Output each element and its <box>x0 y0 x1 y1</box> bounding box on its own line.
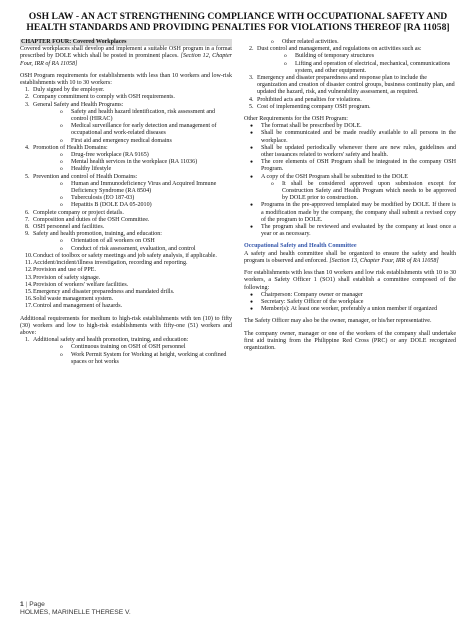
item-text: Company commitment to comply with OSH requirements. <box>33 94 175 101</box>
sub-item: o Safety and health hazard identification, risk assessment and control (HIRAC) <box>60 109 232 123</box>
item-text: Accident/incident/illness investigation, recording and reporting. <box>33 260 188 267</box>
item-text: Control and management of hazards. <box>33 303 123 310</box>
sub-list <box>33 181 232 210</box>
item-number: 10. <box>25 252 33 259</box>
bullet-item <box>244 202 456 224</box>
item-number: 3. <box>249 75 254 82</box>
sub-item: o Conduct of risk assessment, evaluation, and control <box>60 246 232 253</box>
list-item <box>20 217 232 224</box>
sub-list <box>33 344 232 366</box>
other-requirements-heading: Other Requirements for the OSH Program: <box>244 116 348 123</box>
item-number: 16. <box>25 296 33 303</box>
requirements-intro: OSH Program requirements for establishments with less than 10 workers and low-risk establishments with 10 to 30 workers: <box>20 72 232 87</box>
item-text: Promotion of Health Domains: <box>33 144 108 151</box>
item-number: 17. <box>25 303 33 310</box>
item-number: 7. <box>25 216 30 223</box>
bullet-text: Shall be communicated and be made readily available to all persons in the workplace. <box>261 130 456 144</box>
bullet-text: Shall be updated periodically whenever there are new rules, guidelines and other issuances related to workers' safety and health. <box>261 144 456 159</box>
item-text: Additional safety and health promotion, training, and education: <box>33 337 189 344</box>
list-item <box>244 75 456 97</box>
list-item <box>20 174 232 210</box>
committee-members-list <box>244 292 456 314</box>
list-item <box>20 87 232 94</box>
item-number: 2. <box>249 46 254 53</box>
item-text: Emergency and disaster preparedness and mandated drills. <box>33 288 175 295</box>
item-text: Prohibited acts and penalties for violations. <box>257 96 362 103</box>
sub-list <box>33 238 232 252</box>
sub-item: o Medical surveillance for early detection and management of occupational and work-related diseases <box>60 123 232 137</box>
item-text: Safety and health promotion, training, and education: <box>33 231 162 238</box>
sub-item: o Healthy lifestyle <box>60 166 232 173</box>
item-number: 2. <box>25 94 30 101</box>
bullet-item <box>244 123 456 130</box>
list-item <box>20 267 232 274</box>
item-number: 12. <box>25 267 33 274</box>
left-column <box>20 39 232 366</box>
committee-paragraph <box>244 251 456 265</box>
list-item <box>244 104 456 111</box>
committee-text: A safety and health committee shall be organized to ensure the safety and health program is observed and enforced. <box>244 250 456 264</box>
bullet-text: Secretary: Safety Officer of the workplace <box>261 298 364 305</box>
bullet-item <box>244 145 456 159</box>
additional-requirements-list <box>20 337 232 366</box>
item-text: Provision of workers' welfare facilities. <box>33 281 129 288</box>
sub-item: o Continuous training on OSH of OSH personnel <box>60 344 232 351</box>
list-item <box>20 253 232 260</box>
bullet-item <box>244 130 456 144</box>
page-footer: 1 | Page HOLMES, MARINELLE THERESE V. <box>20 601 131 617</box>
list-item <box>20 94 232 101</box>
item-text: Solid waste management system. <box>33 296 114 303</box>
sub-item: o Drug-free workplace (RA 9165) <box>60 152 232 159</box>
item-number: 5. <box>249 103 254 110</box>
list-item <box>244 97 456 104</box>
bullet-text: The core elements of OSH Program shall be integrated in the company OSH Program. <box>261 159 456 173</box>
sub-item: o It shall be considered approved upon submission except for Construction Safety and Health Program which needs to be approved by DOLE prior to construction. <box>271 181 456 203</box>
item-number: 8. <box>25 224 30 231</box>
item-text: Duly signed by the employer. <box>33 87 105 94</box>
list-item <box>20 231 232 253</box>
item-text: OSH personnel and facilities. <box>33 224 105 231</box>
item-text: Cost of implementing company OSH program. <box>257 103 371 110</box>
author-name: HOLMES, MARINELLE THERESE V. <box>20 609 131 617</box>
list-item <box>20 145 232 174</box>
bullet-item <box>244 224 456 238</box>
page-number: 1 <box>20 601 24 608</box>
item-number: 4. <box>25 144 30 151</box>
list-item <box>244 46 456 75</box>
continued-sub-list <box>244 39 456 46</box>
item-number: 9. <box>25 231 30 238</box>
intro-paragraph <box>20 46 232 68</box>
item-number: 1. <box>25 87 30 94</box>
list-item <box>20 303 232 310</box>
list-item <box>20 210 232 217</box>
item-number: 1. <box>25 337 30 344</box>
bullet-text: The format shall be prescribed by DOLE. <box>261 123 362 130</box>
sub-item: o First aid and emergency medical domains <box>60 138 232 145</box>
item-text: Composition and duties of the OSH Committee. <box>33 216 150 223</box>
item-text: Provision and use of PPE. <box>33 267 96 274</box>
item-number: 14. <box>25 281 33 288</box>
list-item <box>20 275 232 282</box>
bullet-item <box>244 306 456 313</box>
list-item <box>20 282 232 289</box>
sub-item: o Building of temporary structures <box>284 53 456 60</box>
committee-citation: [Section 13, Chapter Four, IRR of RA 11058] <box>329 257 439 264</box>
item-number: 11. <box>25 260 33 267</box>
intro-text: Covered workplaces shall develop and implement a suitable OSH program in a format prescribed by DOLE which shall be posted in prominent places. <box>20 46 232 60</box>
item-text: Conduct of toolbox or safety meetings and job safety analysis, if applicable. <box>33 252 217 259</box>
chapter-heading: CHAPTER FOUR: Covered Workplaces <box>20 39 232 46</box>
first-aid-paragraph: The company owner, manager or one of the workers of the company shall undertake first aid training from the Philippine Red Cross (PRC) or any DOLE recognized organization. <box>244 330 456 351</box>
requirements-list <box>20 87 232 310</box>
bullet-text: Member(s): At least one worker, preferably a union member if organized <box>261 306 438 313</box>
sub-list <box>257 53 456 75</box>
bullet-item <box>244 174 456 203</box>
title-line-1: OSH LAW - AN ACT STRENGTHENING COMPLIANCE WITH OCCUPATIONAL SAFETY AND <box>28 11 448 22</box>
bullet-text: Programs in the pre-approved templated may be modified by DOLE. If there is a modification made by the company, the company shall submit a revised copy of the program to DOLE. <box>261 202 456 223</box>
item-text: Dust control and management, and regulations on activities such as: <box>257 46 422 53</box>
right-column <box>244 39 456 366</box>
bullet-item <box>244 159 456 173</box>
item-text: Prevention and control of Health Domains: <box>33 173 138 180</box>
item-number: 3. <box>25 101 30 108</box>
program-elements-list <box>244 46 456 111</box>
list-item: o Other related activities. <box>271 39 456 46</box>
sub-item: o Lifting and operation of electrical, mechanical, communications system, and other equipment. <box>284 61 456 75</box>
item-text: Complete company or project details. <box>33 209 124 216</box>
committee-heading: Occupational Safety and Health Committee <box>244 243 357 250</box>
sub-item: o Work Permit System for Working at height, working at confined spaces or hot works <box>60 352 232 366</box>
sub-item: o Tuberculosis (EO 187-03) <box>60 195 232 202</box>
sub-item: o Hepatitis B (DOLE DA 05-2010) <box>60 202 232 209</box>
bullet-text: Chairperson: Company owner or manager <box>261 291 363 298</box>
additional-requirements: Additional requirements for medium to high-risk establishments with ten (10) to fifty (30) workers and low to high-risk establishments with fifty-one (51) workers and above: <box>20 315 232 336</box>
item-text: Emergency and disaster preparedness and response plan to include the organization and creation of disaster control groups, business continuity plan, and updated the hazard, risk, and vulnerability assessment, as required. <box>257 75 455 96</box>
page-label: Page <box>29 601 45 608</box>
bullet-text: A copy of the OSH Program shall be submitted to the DOLE <box>261 173 408 180</box>
sub-item: o Human and Immunodeficiency Virus and Acquired Immune Deficiency Syndrome (RA 8504) <box>60 181 232 195</box>
bullet-item <box>244 292 456 299</box>
sub-item: o Orientation of all workers on OSH <box>60 238 232 245</box>
list-item <box>20 289 232 296</box>
sub-item: o Mental health services in the workplace (RA 11036) <box>60 159 232 166</box>
list-item <box>20 337 232 366</box>
sub-list <box>33 152 232 174</box>
sub-list <box>261 181 456 203</box>
item-text: General Safety and Health Programs: <box>33 101 124 108</box>
item-number: 4. <box>249 96 254 103</box>
item-number: 13. <box>25 274 33 281</box>
small-establishments-paragraph: For establishments with less than 10 workers and low risk establishments with 10 to 30 workers, a Safety Officer 1 (SO1) shall establish a committee composed of the following: <box>244 270 456 291</box>
item-number: 15. <box>25 288 33 295</box>
other-requirements-list <box>244 123 456 238</box>
list-item <box>20 102 232 145</box>
document-title <box>20 11 456 33</box>
item-number: 5. <box>25 173 30 180</box>
item-text: Provision of safety signage. <box>33 274 101 281</box>
bullet-text: The program shall be reviewed and evaluated by the company at least once a year or as necessary. <box>261 224 456 238</box>
sub-list <box>33 109 232 145</box>
title-line-2: HEALTH STANDARDS AND PROVIDING PENALTIES FOR VIOLATIONS THEREOF [RA 11058] <box>26 22 450 33</box>
item-number: 6. <box>25 209 30 216</box>
representative-paragraph: The Safety Officer may also be the owner, manager, or his/her representative. <box>244 318 432 325</box>
intro-citation: [Section 12, Chapter Four, IRR of RA 11058] <box>20 53 232 67</box>
